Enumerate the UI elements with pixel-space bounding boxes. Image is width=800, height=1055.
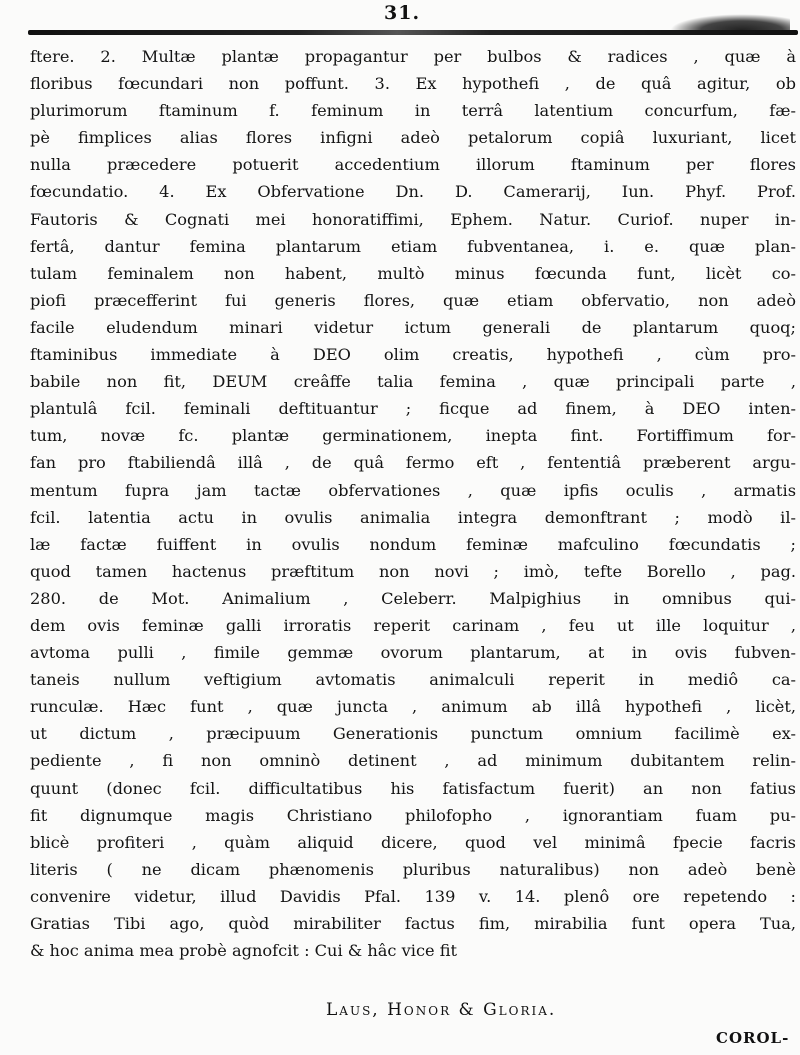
text-line: mentum fupra jam tactæ obfervationes , quæ ipfis oculis , armatis <box>30 480 796 500</box>
text-line: blicè profiteri , quàm aliquid dicere, quod vel minimâ fpecie facris <box>30 832 796 852</box>
text-line: tum, novæ fc. plantæ germinationem, inepta fint. Fortiffimum for- <box>30 426 796 446</box>
text-line: fertâ, dantur femina plantarum etiam fubventanea, i. e. quæ plan- <box>30 236 796 256</box>
text-line: plurimorum ftaminum f. feminum in terrâ latentium concurfum, fæ- <box>30 101 796 121</box>
text-line: læ factæ fuiffent in ovulis nondum feminæ mafculino fœcundatis ; <box>30 534 796 554</box>
text-line: avtoma pulli , fimile gemmæ ovorum plantarum, at in ovis fubven- <box>30 643 796 663</box>
text-line: nulla præcedere potuerit accedentium illorum ftaminum per flores <box>30 155 796 175</box>
text-line: piofi præcefferint fui generis flores, quæ etiam obfervatio, non adeò <box>30 290 796 310</box>
text-line: floribus fœcundari non poffunt. 3. Ex hypothefi , de quâ agitur, ob <box>30 74 796 94</box>
text-line: plantulâ fcil. feminali deftituantur ; ficque ad finem, à DEO inten- <box>30 399 796 419</box>
text-line: facile eludendum minari videtur ictum generali de plantarum quoq; <box>30 317 796 337</box>
catchword: COROL- <box>716 1029 790 1047</box>
text-line: pediente , fi non omninò detinent , ad minimum dubitantem relin- <box>30 751 796 771</box>
text-line: fcil. latentia actu in ovulis animalia integra demonftrant ; modò il- <box>30 507 796 527</box>
text-line: ftaminibus immediate à DEO olim creatis, hypothefi , cùm pro- <box>30 345 796 365</box>
text-line: babile non fit, DEUM creâffe talia femina , quæ principali parte , <box>30 372 796 392</box>
text-line: literis ( ne dicam phænomenis pluribus naturalibus) non adeò benè <box>30 859 796 879</box>
text-line: fit dignumque magis Christiano philofopho , ignorantiam fuam pu- <box>30 805 796 825</box>
text-line: convenire videtur, illud Davidis Pfal. 139 v. 14. plenô ore repetendo : <box>30 886 796 906</box>
text-line: quod tamen hactenus præftitum non novi ; imò, tefte Borello , pag. <box>30 561 796 581</box>
text-line: ut dictum , præcipuum Generationis punctum omnium facilimè ex- <box>30 724 796 744</box>
page-number: 31. <box>384 2 421 24</box>
text-line: taneis nullum veftigium avtomatis animalculi reperit in mediô ca- <box>30 670 796 690</box>
text-line: pè fimplices alias flores infigni adeò petalorum copiâ luxuriant, licet <box>30 128 796 148</box>
text-line: Fautoris & Cognati mei honoratiffimi, Ephem. Natur. Curiof. nuper in- <box>30 209 796 229</box>
text-line: & hoc anima mea probè agnofcit : Cui & hâc vice fit <box>30 941 458 961</box>
closing-doxology: Laus, Honor & Gloria. <box>326 1000 557 1020</box>
text-line: fan pro ftabiliendâ illâ , de quâ fermo eft , fententiâ præberent argu- <box>30 453 796 473</box>
text-line: fœcundatio. 4. Ex Obfervatione Dn. D. Camerarij, Iun. Phyf. Prof. <box>30 182 796 202</box>
text-line: ftere. 2. Multæ plantæ propagantur per bulbos & radices , quæ à <box>30 47 796 66</box>
text-line: Gratias Tibi ago, quòd mirabiliter factus fim, mirabilia funt opera Tua, <box>30 914 796 933</box>
text-line: dem ovis feminæ galli irroratis reperit carinam , feu ut ille loquitur , <box>30 615 796 635</box>
text-line: tulam feminalem non habent, multò minus fœcunda funt, licèt co- <box>30 263 796 283</box>
text-line: quunt (donec fcil. difficultatibus his fatisfactum fuerit) an non fatius <box>30 778 796 798</box>
body-text <box>30 43 796 964</box>
text-line: 280. de Mot. Animalium , Celeberr. Malpighius in omnibus qui- <box>30 588 796 608</box>
text-line: runculæ. Hæc funt , quæ juncta , animum ab illâ hypothefi , licèt, <box>30 697 796 717</box>
header-rule <box>28 30 798 35</box>
